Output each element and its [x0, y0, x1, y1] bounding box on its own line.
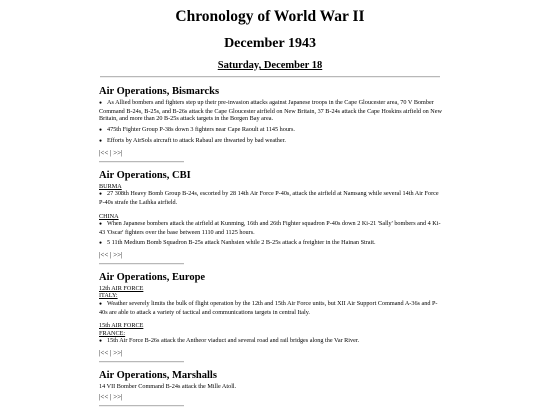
- bullet-icon: ●: [99, 222, 103, 228]
- section-bismarcks: [99, 86, 444, 163]
- air-force-label-15th: 15th AIR FORCE: [99, 322, 144, 330]
- bullet-icon: ●: [99, 139, 103, 145]
- list-item: ● As Allied bombers and fighters step up their pre-invasion attacks against Japanese troops in the Cape Gloucester area, 70 V Bomber Command B-24s, B-25s, and B-26s attack the Cape Gloucester airfield on New Britain, 37 B-24s attack the Cape Hoskins airfield on New Britain, and more than 20 B-25s attack targets in the Borgen Bay area.: [99, 99, 442, 123]
- section-divider: [99, 161, 184, 163]
- bullet-icon: ●: [99, 301, 103, 307]
- france-list: [99, 337, 444, 346]
- section-divider: [99, 263, 184, 265]
- region-label-burma: BURMA: [99, 182, 122, 190]
- section-europe: [99, 272, 444, 363]
- nav-row: [99, 349, 444, 358]
- last-link[interactable]: >>|: [113, 348, 123, 357]
- day-title: Saturday, December 18: [217, 60, 323, 71]
- nav-separator: |: [108, 348, 114, 357]
- air-force-label-12th: 12th AIR FORCE: [99, 284, 144, 292]
- page-title: Chronology of World War II: [175, 8, 365, 25]
- list-item: ● Weather severely limits the bulk of flight operation by the 12th and 15th Air Force units, but XII Air Support Command A-36s and P-40s are able to attack a variety of tactical and communications targets in central Italy.: [99, 299, 438, 316]
- section-cbi: [99, 170, 444, 265]
- nav-separator: |: [108, 148, 114, 157]
- list-item: ● Efforts by AirSols aircraft to attack Rabaul are thwarted by bad weather.: [99, 137, 286, 145]
- first-link[interactable]: |<<: [99, 393, 109, 402]
- bismarcks-list: [99, 99, 444, 146]
- month-title: December 1943: [224, 36, 316, 51]
- list-item: ● 27 308th Heavy Bomb Group B-24s, escorted by 28 14th Air Force P-40s, attack the airfield at Namsang while several 14th Air Force P-40s strafe the Laihka airfield.: [99, 190, 439, 207]
- section-heading-bismarcks: Air Operations, Bismarcks: [99, 86, 220, 97]
- section-heading-cbi: Air Operations, CBI: [99, 169, 191, 181]
- first-link[interactable]: |<<: [99, 148, 109, 157]
- section-marshalls: [99, 370, 444, 408]
- last-link[interactable]: >>|: [113, 148, 123, 157]
- list-item: ● 15th Air Force B-26s attack the Antheor viaduct and several road and rail bridges along the Var River.: [99, 337, 360, 345]
- nav-row: [99, 251, 444, 260]
- section-heading-marshalls: Air Operations, Marshalls: [99, 369, 217, 381]
- bullet-icon: ●: [99, 241, 103, 247]
- nav-row: [99, 393, 444, 402]
- marshalls-text: 14 VII Bomber Command B-24s attack the Mille Atoll.: [99, 382, 237, 390]
- italy-list: [99, 300, 444, 316]
- bullet-icon: ●: [99, 127, 103, 133]
- nav-separator: |: [108, 250, 114, 259]
- china-list: [99, 220, 444, 248]
- last-link[interactable]: >>|: [113, 393, 123, 402]
- bullet-icon: ●: [99, 339, 103, 345]
- region-label-france: FRANCE:: [99, 329, 126, 337]
- section-heading-europe: Air Operations, Europe: [99, 271, 206, 283]
- first-link[interactable]: |<<: [99, 348, 109, 357]
- nav-separator: |: [108, 393, 114, 402]
- list-item: ● 475th Fighter Group P-38s down 3 fighters near Cape Raoult at 1145 hours.: [99, 125, 295, 133]
- last-link[interactable]: >>|: [113, 250, 123, 259]
- burma-list: [99, 190, 444, 206]
- content: [99, 86, 444, 414]
- section-divider: [99, 361, 184, 363]
- region-label-italy: ITALY:: [99, 292, 118, 300]
- section-divider: [99, 405, 184, 407]
- top-divider: [100, 76, 440, 78]
- bullet-icon: ●: [99, 192, 103, 198]
- list-item: ● When Japanese bombers attack the airfield at Kunming, 16th and 26th Fighter squadron P-40s down 2 Ki-21 'Sally' bombers and 4 Ki-43 'Oscar' fighters over the base between 1110 and 1125 hours.: [99, 220, 441, 236]
- region-label-china: CHINA: [99, 212, 119, 220]
- bullet-icon: ●: [99, 101, 103, 106]
- nav-row: [99, 149, 444, 158]
- list-item: ● 5 11th Medium Bomb Squadron B-25s attack Nanhsien while 2 B-25s attack a freighter in the Hainan Strait.: [99, 239, 376, 247]
- first-link[interactable]: |<<: [99, 250, 109, 259]
